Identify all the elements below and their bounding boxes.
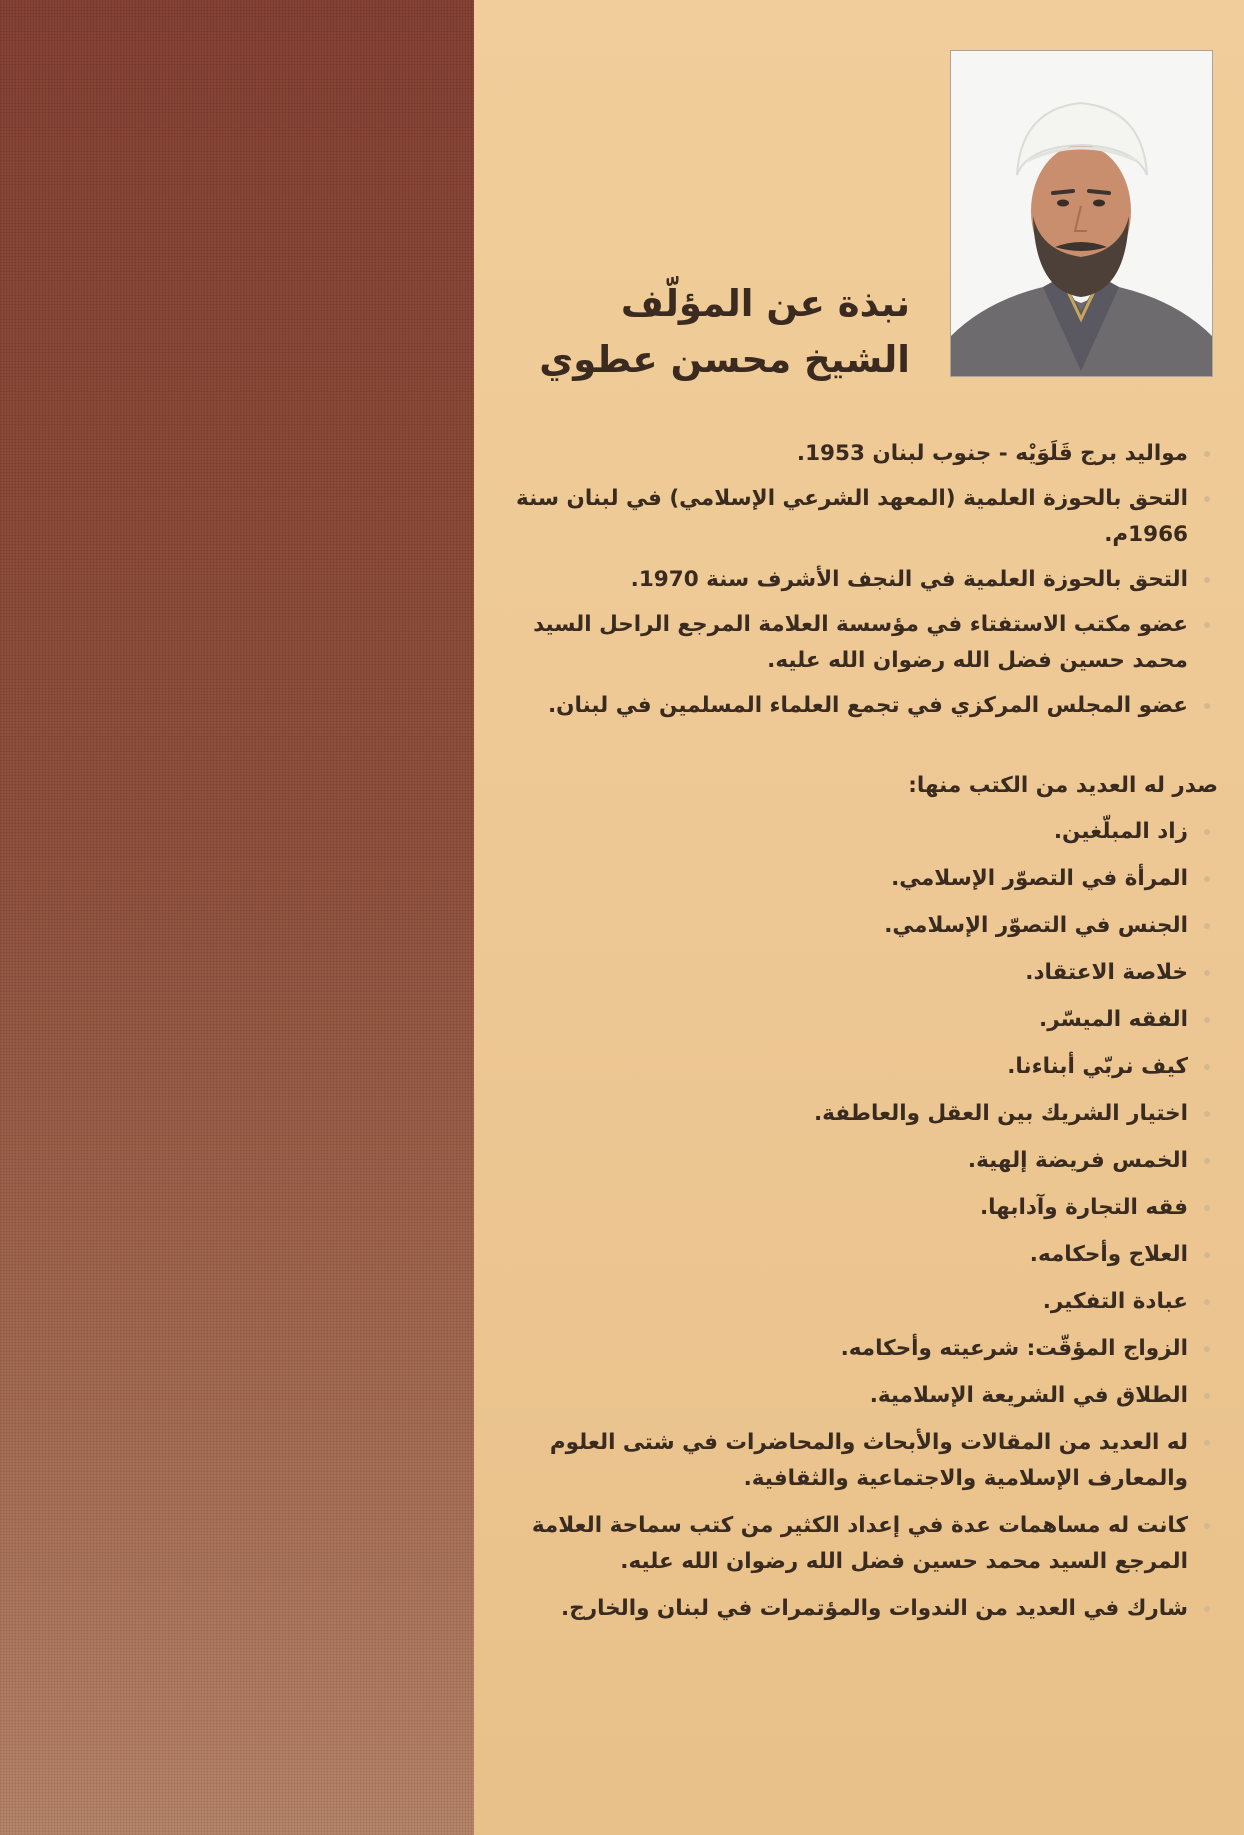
bio-item: التحق بالحوزة العلمية في النجف الأشرف سنة 1970.	[478, 562, 1218, 598]
book-item: العلاج وأحكامه.	[478, 1237, 1218, 1273]
book-spine	[0, 0, 474, 1835]
book-item: الخمس فريضة إلهية.	[478, 1143, 1218, 1179]
author-bio-content	[478, 436, 1218, 1638]
book-item: الجنس في التصوّر الإسلامي.	[478, 908, 1218, 944]
book-item: فقه التجارة وآدابها.	[478, 1190, 1218, 1226]
bio-item: التحق بالحوزة العلمية (المعهد الشرعي الإسلامي) في لبنان سنة 1966م.	[478, 481, 1218, 553]
bio-item: عضو المجلس المركزي في تجمع العلماء المسلمين في لبنان.	[478, 688, 1218, 724]
book-item: الزواج المؤقّت: شرعيته وأحكامه.	[478, 1331, 1218, 1367]
bio-list	[478, 436, 1218, 724]
books-list	[478, 814, 1218, 1627]
bio-item: مواليد برج قَلَوَيْه - جنوب لبنان 1953.	[478, 436, 1218, 472]
book-item: كانت له مساهمات عدة في إعداد الكثير من كتب سماحة العلامة المرجع السيد محمد حسين فضل الله رضوان الله عليه.	[478, 1508, 1218, 1580]
bio-item: عضو مكتب الاستفتاء في مؤسسة العلامة المرجع الراحل السيد محمد حسين فضل الله رضوان الله عليه.	[478, 607, 1218, 679]
book-item: اختيار الشريك بين العقل والعاطفة.	[478, 1096, 1218, 1132]
book-item: عبادة التفكير.	[478, 1284, 1218, 1320]
book-item: له العديد من المقالات والأبحاث والمحاضرات في شتى العلوم والمعارف الإسلامية والاجتماعية والثقافية.	[478, 1425, 1218, 1497]
book-item: كيف نربّي أبناءنا.	[478, 1049, 1218, 1085]
author-portrait-icon	[951, 51, 1212, 376]
heading-title: نبذة عن المؤلّف	[620, 282, 910, 325]
author-heading	[539, 276, 910, 388]
book-item: المرأة في التصوّر الإسلامي.	[478, 861, 1218, 897]
author-name: الشيخ محسن عطوي	[539, 338, 910, 381]
book-item: الطلاق في الشريعة الإسلامية.	[478, 1378, 1218, 1414]
book-item: زاد المبلّغين.	[478, 814, 1218, 850]
author-photo	[950, 50, 1213, 377]
book-item: شارك في العديد من الندوات والمؤتمرات في لبنان والخارج.	[478, 1591, 1218, 1627]
books-section-title: صدر له العديد من الكتب منها:	[908, 773, 1218, 798]
book-item: خلاصة الاعتقاد.	[478, 955, 1218, 991]
book-item: الفقه الميسّر.	[478, 1002, 1218, 1038]
